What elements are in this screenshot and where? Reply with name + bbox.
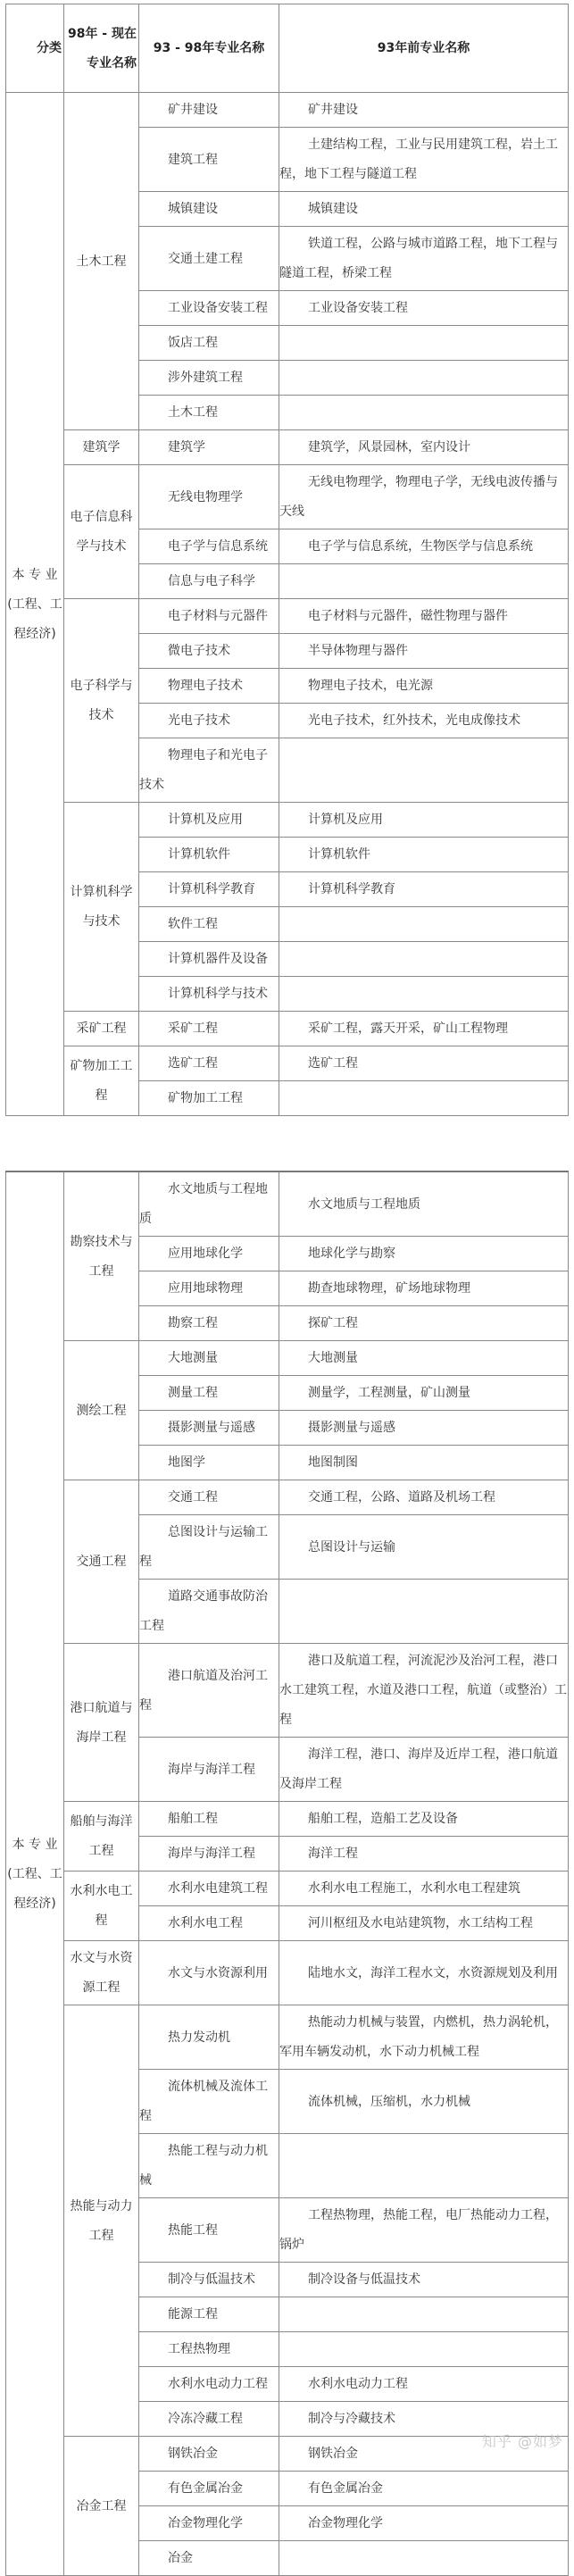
old-major-cell: 采矿工程，露天开采，矿山工程物理: [279, 1012, 569, 1046]
old-major-cell: 水利水电工程施工，水利水电工程建筑: [279, 1872, 569, 1906]
mid-major-cell: 物理电子和光电子技术: [139, 738, 279, 803]
old-major-cell: 流体机械，压缩机，水力机械: [279, 2070, 569, 2134]
mid-major-cell: 热能工程与动力机械: [139, 2134, 279, 2198]
table-row: [6, 1171, 569, 1237]
mid-major-cell: 道路交通事故防治工程: [139, 1580, 279, 1644]
mid-major-cell: 测量工程: [139, 1376, 279, 1411]
current-major-cell: 港口航道与海岸工程: [64, 1644, 139, 1802]
header-current-major: 98年 - 现在专业名称: [64, 4, 139, 93]
mid-major-cell: 计算机软件: [139, 838, 279, 872]
old-major-cell: 电子学与信息系统，生物医学与信息系统: [279, 529, 569, 564]
old-major-cell: [279, 2134, 569, 2198]
mid-major-cell: 制冷与低温技术: [139, 2263, 279, 2297]
mid-major-cell: 摄影测量与遥感: [139, 1411, 279, 1446]
old-major-cell: 热能动力机械与装置，内燃机，热力涡轮机，军用车辆发动机，水下动力机械工程: [279, 2005, 569, 2070]
old-major-cell: [279, 2297, 569, 2332]
mid-major-cell: 交通工程: [139, 1480, 279, 1515]
old-major-cell: 船舶工程，造船工艺及设备: [279, 1802, 569, 1837]
mid-major-cell: 勘察工程: [139, 1306, 279, 1341]
current-major-cell: 矿物加工工程: [64, 1046, 139, 1116]
mid-major-cell: 应用地球物理: [139, 1271, 279, 1306]
mid-major-cell: 矿物加工工程: [139, 1081, 279, 1116]
mid-major-cell: 工业设备安装工程: [139, 291, 279, 326]
mid-major-cell: 热能工程: [139, 2198, 279, 2263]
mid-major-cell: 城镇建设: [139, 192, 279, 227]
old-major-cell: [279, 1580, 569, 1644]
mid-major-cell: 计算机科学与技术: [139, 977, 279, 1012]
old-major-cell: [279, 738, 569, 803]
table-row: [6, 2005, 569, 2070]
mid-major-cell: 大地测量: [139, 1341, 279, 1376]
current-major-cell: 冶金工程: [64, 2437, 139, 2576]
current-major-cell: 采矿工程: [64, 1012, 139, 1046]
current-major-cell: 船舶与海洋工程: [64, 1802, 139, 1872]
category-cell: 本 专 业 (工程、工程经济): [6, 93, 64, 1116]
old-major-cell: 无线电物理学，物理电子学，无线电波传播与天线: [279, 465, 569, 529]
old-major-cell: 工程热物理，热能工程，电厂热能动力工程，锅炉: [279, 2198, 569, 2263]
mid-major-cell: 地图学: [139, 1446, 279, 1480]
table-row: [6, 1341, 569, 1376]
old-major-cell: 水文地质与工程地质: [279, 1171, 569, 1237]
mid-major-cell: 工程热物理: [139, 2332, 279, 2367]
table-row: [6, 599, 569, 634]
old-major-cell: [279, 977, 569, 1012]
header-category: 分类: [6, 4, 64, 93]
mid-major-cell: 港口航道及治河工程: [139, 1644, 279, 1738]
table-header-row: [6, 4, 569, 93]
old-major-cell: [279, 942, 569, 977]
mid-major-cell: 涉外建筑工程: [139, 361, 279, 396]
mid-major-cell: 水利水电工程: [139, 1906, 279, 1941]
current-major-cell: 计算机科学与技术: [64, 803, 139, 1012]
old-major-cell: [279, 1081, 569, 1116]
old-major-cell: 有色金属冶金: [279, 2472, 569, 2506]
table-body-part2: [6, 1171, 569, 2576]
old-major-cell: 制冷与冷藏技术: [279, 2402, 569, 2437]
old-major-cell: 制冷设备与低温技术: [279, 2263, 569, 2297]
table-row: [6, 1480, 569, 1515]
mid-major-cell: 信息与电子科学: [139, 564, 279, 599]
mid-major-cell: 海岸与海洋工程: [139, 1738, 279, 1802]
old-major-cell: 勘查地球物理，矿场地球物理: [279, 1271, 569, 1306]
table-row: [6, 93, 569, 128]
old-major-cell: 交通工程，公路、道路及机场工程: [279, 1480, 569, 1515]
mid-major-cell: 冷冻冷藏工程: [139, 2402, 279, 2437]
watermark: 知乎 @如梦: [481, 2433, 563, 2450]
category-cell: 本 专 业 (工程、工程经济): [6, 1171, 64, 2576]
old-major-cell: 铁道工程，公路与城市道路工程，地下工程与隧道工程，桥梁工程: [279, 227, 569, 291]
old-major-cell: [279, 2541, 569, 2576]
current-major-cell: 水文与水资源工程: [64, 1941, 139, 2005]
mid-major-cell: 能源工程: [139, 2297, 279, 2332]
table-row: [6, 1644, 569, 1738]
old-major-cell: [279, 2332, 569, 2367]
table-row: [6, 1802, 569, 1837]
old-major-cell: 地球化学与勘察: [279, 1237, 569, 1271]
current-major-cell: 电子科学与技术: [64, 599, 139, 803]
old-major-cell: 海洋工程: [279, 1837, 569, 1872]
old-major-cell: 土建结构工程，工业与民用建筑工程，岩土工程，地下工程与隧道工程: [279, 128, 569, 192]
mid-major-cell: 建筑学: [139, 430, 279, 465]
mid-major-cell: 无线电物理学: [139, 465, 279, 529]
old-major-cell: 海洋工程，港口、海岸及近岸工程，港口航道及海岸工程: [279, 1738, 569, 1802]
header-93-98-major: 93 - 98年专业名称: [139, 4, 279, 93]
mid-major-cell: 冶金物理化学: [139, 2506, 279, 2541]
table-row: [6, 1046, 569, 1081]
mid-major-cell: 饭店工程: [139, 326, 279, 361]
old-major-cell: 城镇建设: [279, 192, 569, 227]
table-row: [6, 1012, 569, 1046]
mid-major-cell: 微电子技术: [139, 634, 279, 669]
old-major-cell: [279, 907, 569, 942]
mid-major-cell: 总图设计与运输工程: [139, 1515, 279, 1580]
old-major-cell: 光电子技术，红外技术，光电成像技术: [279, 704, 569, 738]
mid-major-cell: 冶金: [139, 2541, 279, 2576]
mid-major-cell: 水利水电建筑工程: [139, 1872, 279, 1906]
table-row: [6, 803, 569, 838]
mid-major-cell: 计算机器件及设备: [139, 942, 279, 977]
mid-major-cell: 采矿工程: [139, 1012, 279, 1046]
old-major-cell: 冶金物理化学: [279, 2506, 569, 2541]
old-major-cell: 计算机科学教育: [279, 872, 569, 907]
current-major-cell: 土木工程: [64, 93, 139, 430]
mid-major-cell: 流体机械及流体工程: [139, 2070, 279, 2134]
mid-major-cell: 水利水电动力工程: [139, 2367, 279, 2402]
mid-major-cell: 应用地球化学: [139, 1237, 279, 1271]
current-major-cell: 交通工程: [64, 1480, 139, 1644]
old-major-cell: 选矿工程: [279, 1046, 569, 1081]
mid-major-cell: 钢铁冶金: [139, 2437, 279, 2472]
old-major-cell: 地图制图: [279, 1446, 569, 1480]
mapping-table-part2: [5, 1171, 569, 2576]
old-major-cell: 工业设备安装工程: [279, 291, 569, 326]
mid-major-cell: 矿井建设: [139, 93, 279, 128]
mid-major-cell: 计算机及应用: [139, 803, 279, 838]
old-major-cell: 陆地水文，海洋工程水文，水资源规划及利用: [279, 1941, 569, 2005]
mapping-table-part1: [5, 4, 569, 1116]
old-major-cell: 矿井建设: [279, 93, 569, 128]
old-major-cell: 计算机及应用: [279, 803, 569, 838]
mid-major-cell: 交通土建工程: [139, 227, 279, 291]
current-major-cell: 水利水电工程: [64, 1872, 139, 1941]
mid-major-cell: 物理电子技术: [139, 669, 279, 704]
header-pre-93-major: 93年前专业名称: [279, 4, 569, 93]
old-major-cell: 计算机软件: [279, 838, 569, 872]
current-major-cell: 勘察技术与工程: [64, 1171, 139, 1341]
old-major-cell: [279, 396, 569, 430]
old-major-cell: [279, 326, 569, 361]
mid-major-cell: 光电子技术: [139, 704, 279, 738]
mid-major-cell: 软件工程: [139, 907, 279, 942]
mid-major-cell: 土木工程: [139, 396, 279, 430]
table-row: [6, 465, 569, 529]
mid-major-cell: 水文地质与工程地质: [139, 1171, 279, 1237]
old-major-cell: 河川枢纽及水电站建筑物，水工结构工程: [279, 1906, 569, 1941]
current-major-cell: 热能与动力工程: [64, 2005, 139, 2437]
mid-major-cell: 海岸与海洋工程: [139, 1837, 279, 1872]
current-major-cell: 电子信息科学与技术: [64, 465, 139, 599]
old-major-cell: 探矿工程: [279, 1306, 569, 1341]
mid-major-cell: 电子学与信息系统: [139, 529, 279, 564]
current-major-cell: 测绘工程: [64, 1341, 139, 1480]
old-major-cell: 测量学，工程测量，矿山测量: [279, 1376, 569, 1411]
table-row: [6, 1941, 569, 2005]
old-major-cell: 半导体物理与器件: [279, 634, 569, 669]
table-row: [6, 430, 569, 465]
old-major-cell: 摄影测量与遥感: [279, 1411, 569, 1446]
old-major-cell: 水利水电动力工程: [279, 2367, 569, 2402]
old-major-cell: 钢铁冶金: [279, 2437, 569, 2472]
table-body-part1: [6, 93, 569, 1116]
current-major-cell: 建筑学: [64, 430, 139, 465]
mid-major-cell: 热力发动机: [139, 2005, 279, 2070]
mid-major-cell: 有色金属冶金: [139, 2472, 279, 2506]
mid-major-cell: 水文与水资源利用: [139, 1941, 279, 2005]
mid-major-cell: 选矿工程: [139, 1046, 279, 1081]
old-major-cell: [279, 564, 569, 599]
old-major-cell: [279, 361, 569, 396]
old-major-cell: 物理电子技术，电光源: [279, 669, 569, 704]
mid-major-cell: 建筑工程: [139, 128, 279, 192]
old-major-cell: 总图设计与运输: [279, 1515, 569, 1580]
old-major-cell: 港口及航道工程，河流泥沙及治河工程，港口水工建筑工程，水道及港口工程，航道（或整治）工程: [279, 1644, 569, 1738]
old-major-cell: 大地测量: [279, 1341, 569, 1376]
mid-major-cell: 电子材料与元器件: [139, 599, 279, 634]
mid-major-cell: 计算机科学教育: [139, 872, 279, 907]
table-row: [6, 1872, 569, 1906]
mid-major-cell: 船舶工程: [139, 1802, 279, 1837]
old-major-cell: 建筑学，风景园林，室内设计: [279, 430, 569, 465]
old-major-cell: 电子材料与元器件，磁性物理与器件: [279, 599, 569, 634]
